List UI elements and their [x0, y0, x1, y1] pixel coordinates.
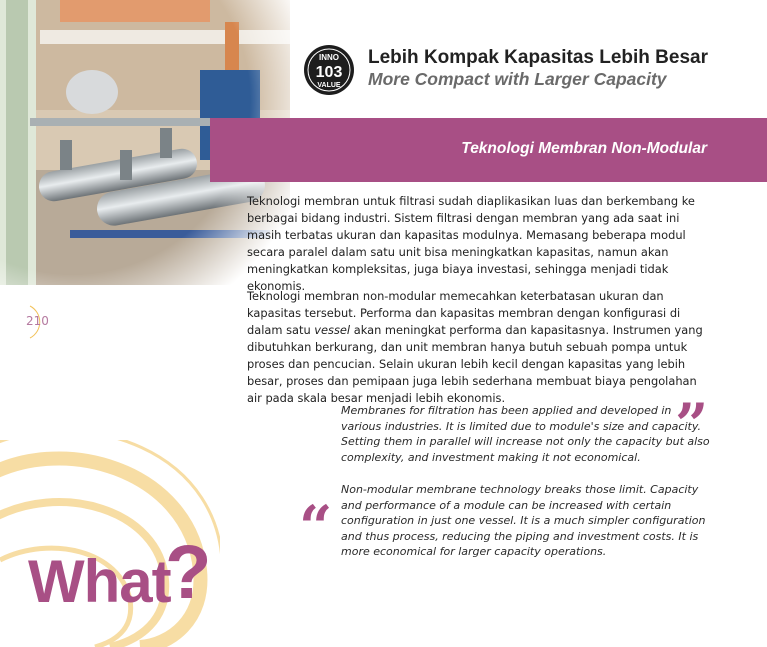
badge-top-text: INNO: [319, 53, 339, 62]
paragraph-1: Teknologi membran untuk filtrasi sudah diaplikasikan luas dan berkembang ke berbagai bidang industri. Sistem filtrasi dengan membran yang ada saat ini masih terbatas ukuran dan kapasitas modulnya. Memasang beberapa modul secara paralel dalam satu unit bisa meningkatkan kapasitas, namun akan meningkatkan kompleksitas, juga biaya investasi, sehingga menjadi tidak ekonomis.: [247, 194, 695, 293]
paragraph-2: [247, 288, 712, 407]
section-title: Teknologi Membran Non-Modular: [461, 140, 707, 157]
opening-quote-mark: “: [299, 493, 333, 561]
title-indonesian: Lebih Kompak Kapasitas Lebih Besar: [368, 47, 708, 68]
paragraph-2-emphasis: vessel: [314, 323, 351, 337]
english-quote-2: Non-modular membrane technology breaks those limit. Capacity and performance of a module can be increased with certain configuration in just one vessel. It is a much simpler configuration and thus process, reducing the piping and investment costs. It is more economical for larger capacity operations.: [341, 483, 706, 559]
badge-number: 103: [315, 64, 343, 81]
paragraph-2-end: akan meningkat performa dan kapasitasnya. Instrumen yang dibutuhkan berkurang, dan unit membran hanya butuh sebuah pompa untuk proses dan pencucian. Selain ukuran lebih kecil dengan kapasitas yang lebih besar, proses dan pemipaan juga lebih sederhana membuat biaya pengolahan air pada skala besar menjadi lebih ekonomis.: [247, 323, 703, 405]
what-question-mark: ?: [165, 530, 212, 615]
section-band: [210, 118, 767, 182]
paragraph-2-start: Teknologi membran non-modular memecahkan keterbatasan ukuran dan kapasitas tersebut. Performa dan kapasitas membran dengan konfigurasi di dalam satu: [247, 289, 681, 337]
what-heading: What: [28, 548, 171, 615]
inno-103-value-badge: [303, 44, 355, 96]
badge-bottom-text: VALUE: [317, 82, 341, 89]
page-number: 210: [26, 314, 49, 328]
closing-quote-mark: ”: [675, 391, 709, 459]
english-quote-1: Membranes for filtration has been applied and developed in various industries. It is limited due to module's size and capacity. Setting them in parallel will increase not only the capacity but also complexity, and investment making it not economical.: [341, 404, 710, 464]
title-english: More Compact with Larger Capacity: [368, 69, 667, 89]
